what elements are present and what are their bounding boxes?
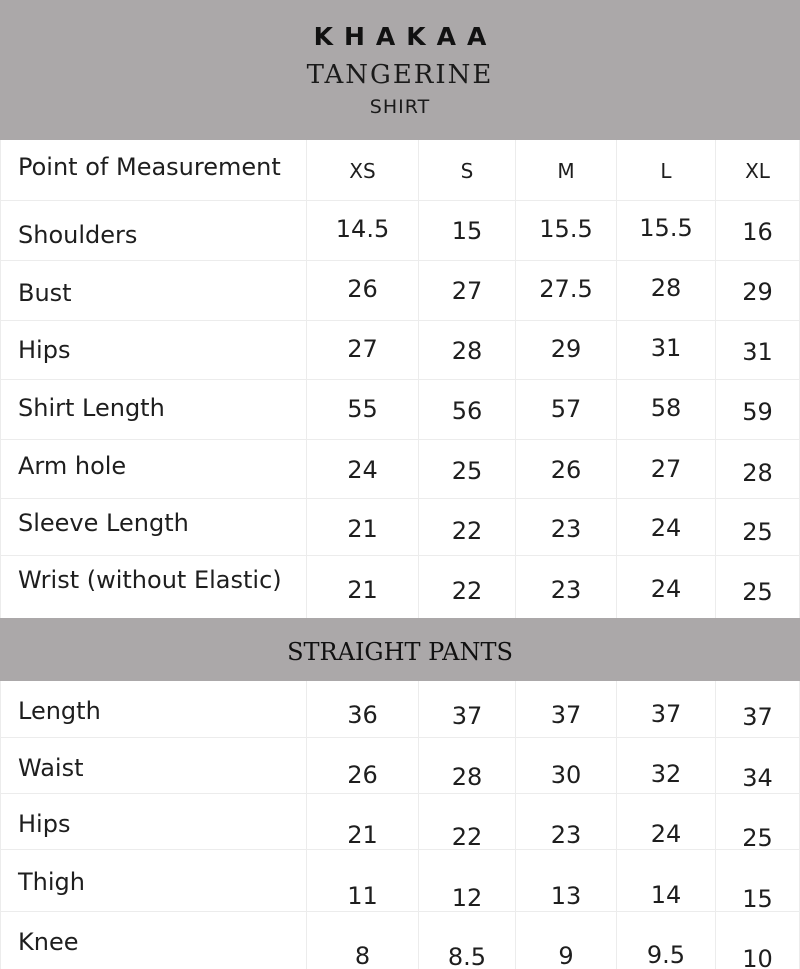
value-cell: 16 — [716, 201, 800, 260]
value-cell: 56 — [419, 380, 516, 439]
column-header-point: Point of Measurement — [0, 140, 307, 200]
value-cell: 26 — [516, 440, 617, 498]
value-cell: 15 — [716, 850, 800, 911]
value-cell: 15.5 — [516, 201, 617, 260]
value-cell: 26 — [307, 738, 419, 793]
value-cell: 58 — [617, 380, 716, 439]
value-cell: 31 — [617, 321, 716, 379]
product-name: SHIRT — [369, 96, 431, 118]
value-cell: 15 — [419, 201, 516, 260]
column-header-xl: XL — [716, 140, 800, 200]
row-label: Hips — [0, 321, 307, 379]
table-row — [0, 321, 800, 380]
value-cell: 59 — [716, 380, 800, 439]
value-cell: 37 — [617, 681, 716, 737]
value-cell: 27 — [307, 321, 419, 379]
pants-section-band — [0, 618, 800, 681]
value-cell: 9 — [516, 912, 617, 969]
value-cell: 29 — [716, 261, 800, 320]
value-cell: 24 — [617, 794, 716, 849]
row-label: Shirt Length — [0, 380, 307, 439]
row-label: Thigh — [0, 850, 307, 911]
row-label: Knee — [0, 912, 307, 969]
value-cell: 28 — [419, 738, 516, 793]
value-cell: 8.5 — [419, 912, 516, 969]
value-cell: 30 — [516, 738, 617, 793]
value-cell: 14.5 — [307, 201, 419, 260]
value-cell: 24 — [617, 556, 716, 618]
table-row — [0, 738, 800, 794]
value-cell: 24 — [307, 440, 419, 498]
pants-section-title: STRAIGHT PANTS — [287, 638, 513, 666]
row-label: Waist — [0, 738, 307, 793]
row-label: Shoulders — [0, 201, 307, 260]
value-cell: 26 — [307, 261, 419, 320]
value-cell: 28 — [617, 261, 716, 320]
value-cell: 10 — [716, 912, 800, 969]
value-cell: 23 — [516, 499, 617, 555]
value-cell: 11 — [307, 850, 419, 911]
value-cell: 12 — [419, 850, 516, 911]
value-cell: 21 — [307, 499, 419, 555]
value-cell: 9.5 — [617, 912, 716, 969]
table-row — [0, 440, 800, 499]
brand-name: KHAKAA — [313, 22, 498, 51]
value-cell: 23 — [516, 794, 617, 849]
value-cell: 57 — [516, 380, 617, 439]
value-cell: 25 — [419, 440, 516, 498]
collection-name: TANGERINE — [306, 60, 494, 90]
value-cell: 25 — [716, 556, 800, 618]
column-header-s: S — [419, 140, 516, 200]
table-row — [0, 850, 800, 912]
column-header-m: M — [516, 140, 617, 200]
value-cell: 29 — [516, 321, 617, 379]
value-cell: 34 — [716, 738, 800, 793]
value-cell: 22 — [419, 556, 516, 618]
row-label: Bust — [0, 261, 307, 320]
value-cell: 27 — [617, 440, 716, 498]
table-row — [0, 201, 800, 261]
value-cell: 22 — [419, 794, 516, 849]
column-header-xs: XS — [307, 140, 419, 200]
value-cell: 22 — [419, 499, 516, 555]
value-cell: 36 — [307, 681, 419, 737]
table-row — [0, 261, 800, 321]
value-cell: 13 — [516, 850, 617, 911]
value-cell: 27.5 — [516, 261, 617, 320]
column-header-l: L — [617, 140, 716, 200]
table-header-row — [0, 140, 800, 201]
value-cell: 31 — [716, 321, 800, 379]
value-cell: 24 — [617, 499, 716, 555]
value-cell: 8 — [307, 912, 419, 969]
table-row — [0, 499, 800, 556]
value-cell: 28 — [716, 440, 800, 498]
value-cell: 25 — [716, 794, 800, 849]
value-cell: 25 — [716, 499, 800, 555]
value-cell: 28 — [419, 321, 516, 379]
value-cell: 14 — [617, 850, 716, 911]
table-row — [0, 912, 800, 969]
value-cell: 37 — [419, 681, 516, 737]
value-cell: 21 — [307, 794, 419, 849]
value-cell: 27 — [419, 261, 516, 320]
value-cell: 23 — [516, 556, 617, 618]
table-row — [0, 380, 800, 440]
table-row — [0, 794, 800, 850]
table-row — [0, 556, 800, 618]
value-cell: 21 — [307, 556, 419, 618]
value-cell: 32 — [617, 738, 716, 793]
value-cell: 55 — [307, 380, 419, 439]
header-band — [0, 0, 800, 140]
row-label: Arm hole — [0, 440, 307, 498]
value-cell: 37 — [716, 681, 800, 737]
table-row — [0, 681, 800, 738]
row-label: Sleeve Length — [0, 499, 307, 555]
value-cell: 37 — [516, 681, 617, 737]
value-cell: 15.5 — [617, 201, 716, 260]
row-label: Length — [0, 681, 307, 737]
row-label: Hips — [0, 794, 307, 849]
row-label: Wrist (without Elastic) — [0, 556, 307, 618]
